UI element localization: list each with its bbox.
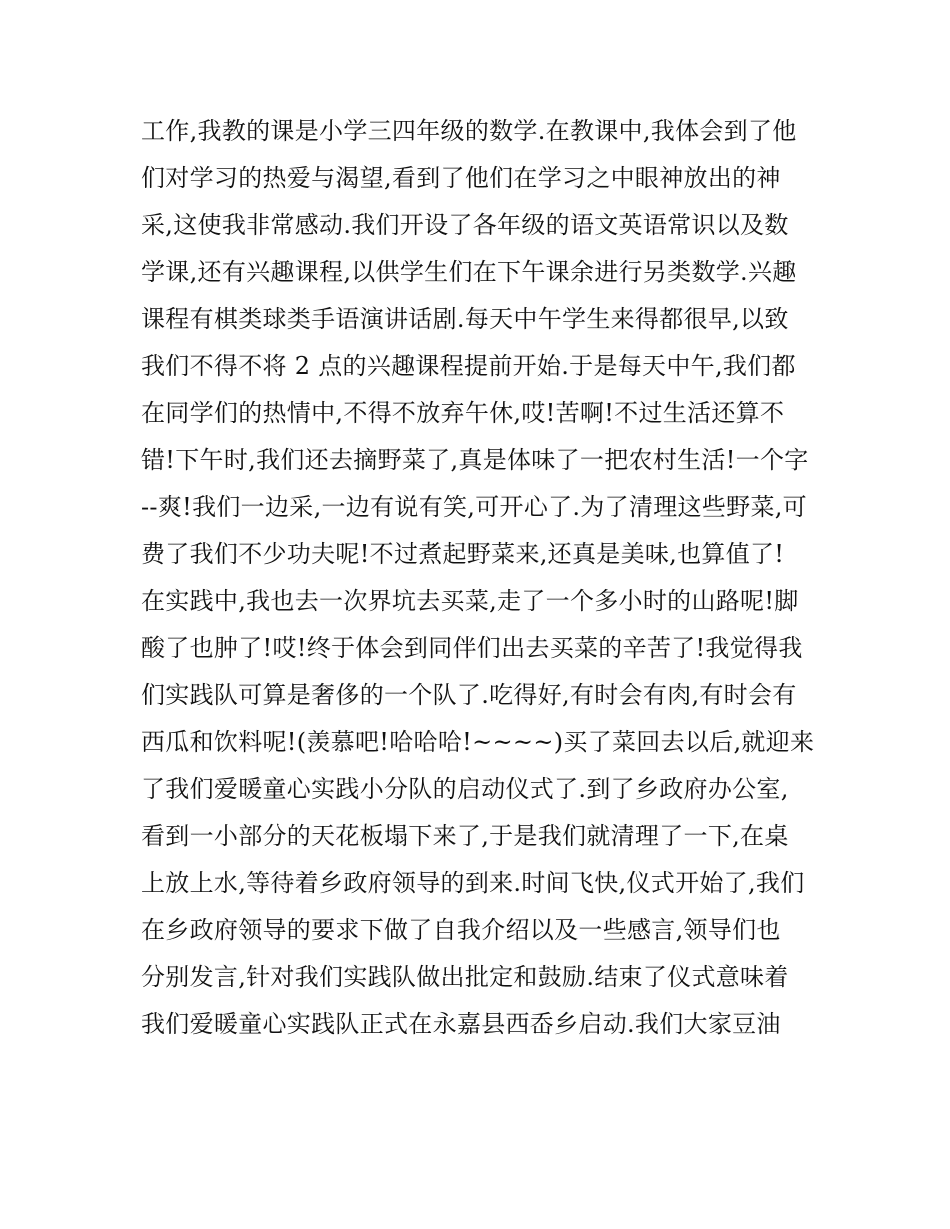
text-line: 了我们爱暖童心实践小分队的启动仪式了.到了乡政府办公室, [141, 775, 789, 803]
text-line: 错!下午时,我们还去摘野菜了,真是体味了一把农村生活!一个字 [141, 446, 809, 474]
text-line: 在同学们的热情中,不得不放弃午休,哎!苦啊!不过生活还算不 [141, 399, 785, 427]
text-line: 们对学习的热爱与渴望,看到了他们在学习之中眼神放出的神 [141, 164, 781, 192]
text-line: 在乡政府领导的要求下做了自我介绍以及一些感言,领导们也 [141, 916, 781, 944]
text-line: 工作,我教的课是小学三四年级的数学.在教课中,我体会到了他 [141, 117, 797, 145]
text-line: 采,这使我非常感动.我们开设了各年级的语文英语常识以及数 [141, 211, 789, 239]
text-line: 们实践队可算是奢侈的一个队了.吃得好,有时会有肉,有时会有 [141, 681, 797, 709]
text-line: 课程有棋类球类手语演讲话剧.每天中午学生来得都很早,以致 [141, 305, 789, 333]
text-line: 酸了也肿了!哎!终于体会到同伴们出去买菜的辛苦了!我觉得我 [141, 634, 803, 662]
text-line: 上放上水,等待着乡政府领导的到来.时间飞快,仪式开始了,我们 [141, 869, 805, 897]
text-line: 费了我们不少功夫呢!不过煮起野菜来,还真是美味,也算值了! [141, 540, 785, 568]
text-line: --爽!我们一边采,一边有说有笑,可开心了.为了清理这些野菜,可 [141, 493, 807, 521]
text-line: 在实践中,我也去一次界坑去买菜,走了一个多小时的山路呢!脚 [141, 587, 799, 615]
text-line: 看到一小部分的天花板塌下来了,于是我们就清理了一下,在桌 [141, 822, 789, 850]
text-line: 学课,还有兴趣课程,以供学生们在下午课余进行另类数学.兴趣 [141, 258, 797, 286]
text-line: 西瓜和饮料呢!(羡慕吧!哈哈哈!~~~~)买了菜回去以后,就迎来 [141, 728, 815, 756]
text-line: 我们不得不将 2 点的兴趣课程提前开始.于是每天中午,我们都 [141, 352, 796, 380]
text-line: 分别发言,针对我们实践队做出批定和鼓励.结束了仪式意味着 [141, 963, 789, 991]
text-line: 我们爱暖童心实践队正式在永嘉县西岙乡启动.我们大家豆油 [141, 1010, 781, 1038]
body-text [141, 108, 821, 1048]
